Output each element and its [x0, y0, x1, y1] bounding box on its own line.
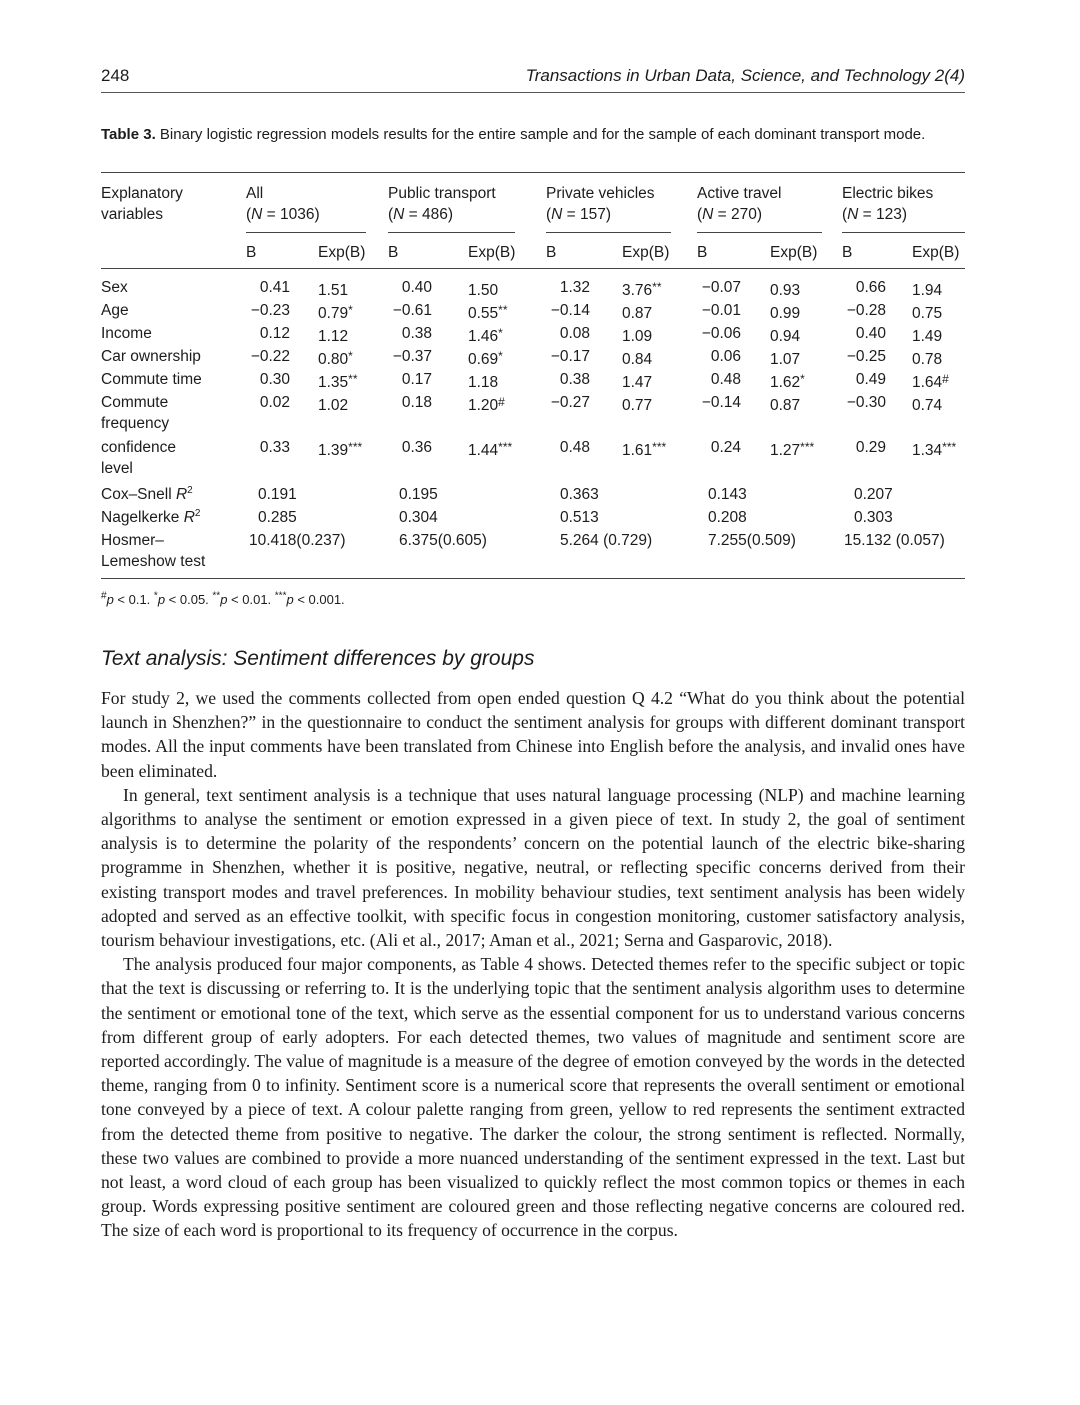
- coef-b: −0.28: [846, 302, 886, 319]
- group-name: Public transport: [388, 185, 496, 202]
- coef-b: −0.25: [846, 348, 886, 365]
- stat-cox-snell: 0.195: [399, 486, 438, 503]
- coef-expb: [912, 277, 942, 301]
- table-top-rule: [101, 172, 965, 173]
- col-header-explanatory: Explanatory variables: [101, 185, 183, 223]
- significance-mark: *: [498, 326, 503, 340]
- coef-b: 0.24: [710, 439, 741, 456]
- coef-b: −0.27: [550, 394, 590, 411]
- expb-value: 1.64: [912, 374, 943, 391]
- coef-expb: [912, 437, 956, 461]
- note-text-3: < 0.01.: [227, 592, 275, 607]
- coef-b: 0.49: [855, 371, 886, 388]
- sub-header-b: B: [842, 244, 853, 261]
- expb-value: 0.94: [770, 328, 801, 345]
- expb-value: 1.18: [468, 374, 499, 391]
- coef-expb: [468, 369, 498, 393]
- coef-b: 0.08: [559, 325, 590, 342]
- coef-b: 0.06: [710, 348, 741, 365]
- coef-expb: [912, 323, 942, 347]
- sub-header-expb: Exp(B): [468, 244, 516, 261]
- expb-value: 0.55: [468, 305, 499, 322]
- stat-cox-snell: 0.363: [560, 486, 599, 503]
- coef-expb: [912, 392, 942, 416]
- expb-value: 0.80: [318, 351, 349, 368]
- group-underline: [546, 232, 671, 233]
- significance-mark: #: [942, 372, 949, 386]
- coef-b: −0.22: [250, 348, 290, 365]
- coef-expb: [770, 346, 800, 370]
- note-p-3: p: [220, 592, 228, 607]
- coef-b: −0.61: [392, 302, 432, 319]
- coef-b: 0.12: [259, 325, 290, 342]
- group-n: (N = 157): [546, 206, 612, 223]
- coef-expb: [622, 346, 652, 370]
- stat-cox-snell: 0.207: [854, 486, 893, 503]
- coef-b: 0.17: [401, 371, 432, 388]
- significance-mark: ***: [348, 440, 363, 454]
- significance-mark: *: [498, 349, 503, 363]
- note-text-1: < 0.1.: [113, 592, 154, 607]
- expb-value: 1.62: [770, 374, 801, 391]
- row-label: Car ownership: [101, 348, 201, 365]
- expb-value: 1.51: [318, 282, 349, 299]
- coef-expb: [622, 392, 652, 416]
- row-label: Income: [101, 325, 152, 342]
- group-name: Electric bikes: [842, 185, 934, 202]
- paragraph-3: The analysis produced four major components, as Table 4 shows. Detected themes refer to the specific subject or topic that the text is discussing or referring to. It is the underlying topic that the sentiment analysis algorithm uses to determine the sentiment or emotional tone of the text, which serve as the essential component for us to understand various concerns from different group of early adopters. For each detected themes, two values of magnitude and sentiment score are reported accordingly. The value of magnitude is a measure of the degree of emotion conveyed by the words in the detected theme, ranging from 0 to infinity. Sentiment score is a numerical score that represents the overall sentiment or emotional tone conveyed by a piece of text. A colour palette ranging from green, yellow to red represents the sentiment extracted from the detected theme from positive to negative. The darker the colour, the strong sentiment is reflected. Normally, these two values are combined to provide a more nuanced understanding of the sentiment expressed in the text. Last but not least, a word cloud of each group has been visualized to quickly reflect the most common topics or themes in each group. Words expressing positive sentiment are coloured green and those reflecting negative concerns are coloured red. The size of each word is proportional to its frequency of occurrence in the corpus.: [101, 954, 965, 1241]
- coef-b: 0.48: [710, 371, 741, 388]
- coef-expb: [770, 369, 805, 393]
- coef-expb: [622, 323, 652, 347]
- group-n: (N = 1036): [246, 206, 320, 223]
- significance-mark: **: [348, 372, 358, 386]
- group-underline: [842, 232, 965, 233]
- running-header: [101, 66, 965, 93]
- coef-expb: [468, 277, 498, 301]
- significance-mark: ***: [498, 440, 513, 454]
- expb-value: 1.94: [912, 282, 943, 299]
- coef-b: −0.06: [701, 325, 741, 342]
- coef-b: 0.41: [259, 279, 290, 296]
- coef-b: −0.07: [701, 279, 741, 296]
- coef-b: −0.17: [550, 348, 590, 365]
- expb-value: 1.35: [318, 374, 349, 391]
- expb-value: 0.99: [770, 305, 801, 322]
- note-text-2: < 0.05.: [165, 592, 213, 607]
- stat-label-cox-snell: [101, 484, 193, 505]
- stat-nagelkerke: 0.208: [708, 509, 747, 526]
- stat-label-nagelkerke: [101, 507, 200, 528]
- note-p-1: p: [106, 592, 114, 607]
- coef-b: 0.30: [259, 371, 290, 388]
- coef-expb: [622, 437, 666, 461]
- stat-hosmer-lemeshow: 5.264 (0.729): [560, 532, 653, 549]
- table-header-rule: [101, 268, 965, 269]
- stat-nagelkerke: 0.303: [854, 509, 893, 526]
- coef-expb: [770, 437, 814, 461]
- expb-value: 1.39: [318, 442, 349, 459]
- note-text-4: < 0.001.: [293, 592, 345, 607]
- expb-value: 1.09: [622, 328, 653, 345]
- expb-value: 1.20: [468, 397, 499, 414]
- paragraph-1: For study 2, we used the comments collected from open ended question Q 4.2 “What do you think about the potential launch in Shenzhen?” in the questionnaire to conduct the sentiment analysis for groups with different dominant transport modes. All the input comments have been translated from Chinese into English before the analysis, and invalid ones have been eliminated.: [101, 688, 965, 781]
- coef-expb: [770, 323, 800, 347]
- significance-note: [101, 592, 345, 607]
- expb-value: 0.77: [622, 397, 653, 414]
- journal-title: Transactions in Urban Data, Science, and Technology 2(4): [525, 66, 965, 85]
- stat-hosmer-lemeshow: 10.418(0.237): [249, 532, 346, 549]
- expb-value: 1.12: [318, 328, 349, 345]
- expb-value: 0.87: [770, 397, 801, 414]
- expb-value: 1.46: [468, 328, 499, 345]
- note-symbol-3: **: [212, 590, 221, 602]
- row-label: confidence level: [101, 439, 176, 477]
- note-symbol-4: ***: [274, 590, 287, 602]
- expb-value: 0.75: [912, 305, 943, 322]
- coef-expb: [318, 369, 358, 393]
- significance-mark: **: [498, 303, 508, 317]
- significance-mark: ***: [942, 440, 957, 454]
- coef-b: −0.01: [701, 302, 741, 319]
- stat-hosmer-lemeshow: 6.375(0.605): [399, 532, 487, 549]
- coef-expb: [622, 300, 652, 324]
- sub-header-expb: Exp(B): [622, 244, 670, 261]
- sub-header-expb: Exp(B): [912, 244, 960, 261]
- expb-value: 1.50: [468, 282, 499, 299]
- expb-value: 1.34: [912, 442, 943, 459]
- coef-b: 0.36: [401, 439, 432, 456]
- coef-expb: [318, 346, 353, 370]
- coef-b: 0.66: [855, 279, 886, 296]
- group-n: (N = 123): [842, 206, 908, 223]
- coef-expb: [468, 300, 508, 324]
- coef-b: −0.23: [250, 302, 290, 319]
- expb-value: 0.87: [622, 305, 653, 322]
- group-n: (N = 486): [388, 206, 454, 223]
- row-label: Commute time: [101, 371, 202, 388]
- expb-value: 0.69: [468, 351, 499, 368]
- expb-value: 0.74: [912, 397, 943, 414]
- coef-b: 0.48: [559, 439, 590, 456]
- coef-expb: [912, 346, 942, 370]
- coef-expb: [468, 392, 505, 416]
- expb-value: 0.78: [912, 351, 943, 368]
- expb-value: 0.93: [770, 282, 801, 299]
- coef-b: 0.29: [855, 439, 886, 456]
- stat-nagelkerke: 0.304: [399, 509, 438, 526]
- table-caption-text: Binary logistic regression models results for the entire sample and for the sample of each dominant transport mode.: [155, 126, 926, 143]
- group-name: Active travel: [697, 185, 782, 202]
- coef-b: 0.40: [855, 325, 886, 342]
- sub-header-expb: Exp(B): [318, 244, 366, 261]
- coef-expb: [622, 277, 662, 301]
- coef-expb: [318, 392, 348, 416]
- group-name: All: [246, 185, 264, 202]
- coef-expb: [468, 437, 512, 461]
- stat-label-nagelkerke-text: Nagelkerke R: [101, 509, 195, 526]
- significance-mark: **: [652, 280, 662, 294]
- significance-mark: #: [498, 395, 505, 409]
- table-caption: [101, 124, 965, 145]
- note-symbol-1: #: [101, 590, 107, 602]
- expb-value: 1.27: [770, 442, 801, 459]
- stat-label-cox-snell-text: Cox–Snell R: [101, 486, 188, 503]
- coef-expb: [318, 323, 348, 347]
- expb-value: 1.49: [912, 328, 943, 345]
- coef-b: −0.14: [550, 302, 590, 319]
- group-underline: [246, 232, 366, 233]
- coef-expb: [318, 277, 348, 301]
- expb-value: 0.79: [318, 305, 349, 322]
- coef-expb: [468, 346, 503, 370]
- table-bottom-rule: [101, 578, 965, 579]
- coef-b: 0.18: [401, 394, 432, 411]
- expb-value: 1.47: [622, 374, 653, 391]
- coef-expb: [912, 300, 942, 324]
- significance-mark: *: [800, 372, 805, 386]
- coef-expb: [318, 437, 362, 461]
- note-p-4: p: [286, 592, 294, 607]
- stat-label-cox-snell-superscript: 2: [187, 484, 193, 496]
- stat-label-hosmer-lemeshow: Hosmer–Lemeshow test: [101, 532, 206, 570]
- stat-cox-snell: 0.191: [258, 486, 297, 503]
- row-label: Sex: [101, 279, 128, 296]
- coef-b: 0.40: [401, 279, 432, 296]
- table-caption-label: Table 3.: [101, 126, 156, 143]
- stat-hosmer-lemeshow: 7.255(0.509): [708, 532, 796, 549]
- group-underline: [697, 232, 822, 233]
- group-underline: [388, 232, 515, 233]
- row-label: Age: [101, 302, 129, 319]
- note-symbol-2: *: [153, 590, 158, 602]
- significance-mark: *: [348, 303, 353, 317]
- stat-hosmer-lemeshow: 15.132 (0.057): [844, 532, 945, 549]
- coef-b: −0.37: [392, 348, 432, 365]
- note-p-2: p: [157, 592, 166, 607]
- expb-value: 1.44: [468, 442, 499, 459]
- expb-value: 3.76: [622, 282, 653, 299]
- page-number: 248: [101, 66, 130, 85]
- group-name: Private vehicles: [546, 185, 655, 202]
- coef-expb: [468, 323, 503, 347]
- coef-b: 0.38: [559, 371, 590, 388]
- coef-expb: [318, 300, 353, 324]
- expb-value: 1.61: [622, 442, 653, 459]
- coef-b: 0.02: [259, 394, 290, 411]
- significance-mark: ***: [800, 440, 815, 454]
- section-heading: Text analysis: Sentiment differences by groups: [101, 647, 535, 670]
- stat-label-nagelkerke-superscript: 2: [194, 507, 201, 519]
- sub-header-b: B: [697, 244, 708, 261]
- significance-mark: *: [348, 349, 353, 363]
- sub-header-b: B: [246, 244, 257, 261]
- coef-b: 0.38: [401, 325, 432, 342]
- paragraph-2: In general, text sentiment analysis is a technique that uses natural language processing (NLP) and machine learning algorithms to analyse the sentiment or emotion expressed in a given piece of text. In study 2, the goal of sentiment analysis is to determine the polarity of the respondents’ concern on the potential launch of the electric bike-sharing programme in Shenzhen, whether it is positive, negative, neutral, or reflecting specific concerns derived from their existing transport modes and travel preferences. In mobility behaviour studies, text sentiment analysis has been widely adopted and served as an effective toolkit, with specific focus in congestion monitoring, customer satisfactory analysis, tourism behaviour investigations, etc. (Ali et al., 2017; Aman et al., 2021; Serna and Gasparovic, 2018).: [101, 784, 965, 951]
- expb-value: 1.07: [770, 351, 801, 368]
- stat-nagelkerke: 0.285: [258, 509, 297, 526]
- coef-expb: [912, 369, 949, 393]
- coef-b: −0.30: [846, 394, 886, 411]
- stat-nagelkerke: 0.513: [560, 509, 599, 526]
- body-text: [101, 686, 965, 1243]
- significance-mark: ***: [652, 440, 667, 454]
- coef-expb: [770, 277, 800, 301]
- coef-b: −0.14: [701, 394, 741, 411]
- row-label: Commute frequency: [101, 394, 170, 432]
- coef-expb: [622, 369, 652, 393]
- coef-b: 1.32: [559, 279, 590, 296]
- group-n: (N = 270): [697, 206, 763, 223]
- coef-expb: [770, 300, 800, 324]
- coef-b: 0.33: [259, 439, 290, 456]
- expb-value: 0.84: [622, 351, 653, 368]
- stat-cox-snell: 0.143: [708, 486, 747, 503]
- sub-header-b: B: [388, 244, 399, 261]
- sub-header-b: B: [546, 244, 557, 261]
- sub-header-expb: Exp(B): [770, 244, 818, 261]
- expb-value: 1.02: [318, 397, 349, 414]
- coef-expb: [770, 392, 800, 416]
